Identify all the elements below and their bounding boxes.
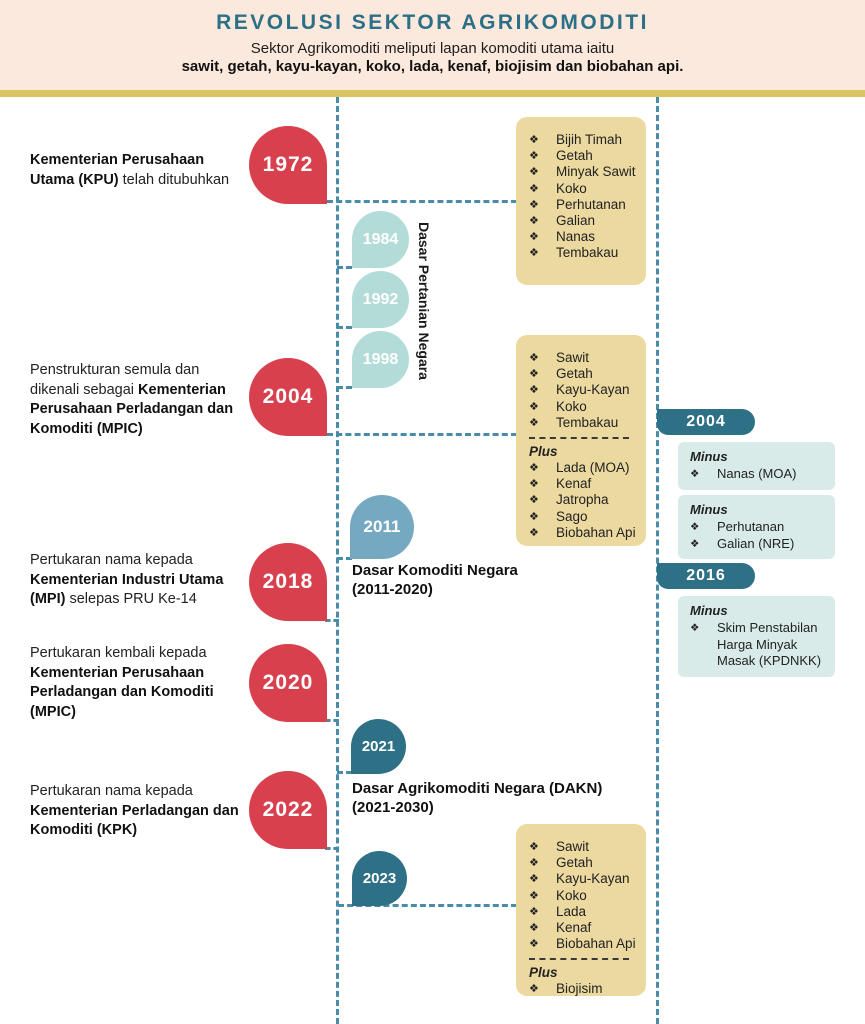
diamond-bullet-icon: ❖	[529, 873, 539, 886]
milestone-desc-1972	[30, 151, 246, 190]
minus-box-perhutanan-galian	[678, 495, 835, 559]
milestone-desc-2018	[30, 551, 246, 610]
policy-label-dasar-komoditi	[352, 561, 518, 599]
diamond-bullet-icon: ❖	[529, 198, 539, 211]
list-item	[529, 382, 642, 398]
minus-label: Minus	[690, 603, 728, 618]
policy-line1: Dasar Agrikomoditi Negara (DAKN)	[352, 780, 603, 797]
commodity-label: Koko	[556, 887, 587, 903]
commodity-label: Kayu-Kayan	[556, 871, 630, 887]
desc-normal: Pertukaran kembali kepada	[30, 645, 207, 661]
year-pill-2016: 2016	[657, 563, 755, 589]
commodity-box-2023	[516, 824, 646, 996]
diamond-bullet-icon: ❖	[529, 478, 539, 491]
list-item	[529, 399, 642, 415]
list-item	[529, 525, 642, 541]
commodity-label: Tembakau	[556, 414, 619, 430]
diamond-bullet-icon: ❖	[529, 526, 539, 539]
list-item	[529, 132, 642, 148]
diamond-bullet-icon: ❖	[529, 134, 539, 146]
year-bubble-1992: 1992	[352, 271, 409, 328]
commodity-box-2004	[516, 335, 646, 546]
diamond-bullet-icon: ❖	[529, 905, 539, 918]
diamond-bullet-icon: ❖	[529, 416, 539, 429]
desc-bold: Kementerian Perladangan dan Komoditi (KPK)	[30, 802, 239, 838]
list-item	[690, 466, 829, 483]
list-item	[529, 936, 642, 952]
connector-2022-hook	[325, 847, 339, 850]
desc-normal: Pertukaran nama kepada	[30, 552, 193, 568]
commodity-label: Sawit	[556, 839, 590, 854]
commodity-label: Koko	[556, 180, 587, 196]
commodity-label: Nanas	[556, 229, 596, 245]
commodity-label: Biobahan Api	[556, 524, 636, 540]
minus-label: Minus	[690, 502, 728, 517]
list-item	[529, 181, 642, 197]
commodity-label: Tembakau	[556, 245, 619, 261]
header-banner	[0, 0, 865, 90]
desc-bold: Kementerian Perusahaan Utama (KPU)	[30, 152, 205, 188]
plus-label: Plus	[529, 965, 558, 981]
commodity-label: Jatropha	[556, 492, 609, 508]
commodity-label: Sago	[556, 508, 588, 524]
commodity-label: Kenaf	[556, 920, 592, 936]
policy-line2: (2021-2030)	[352, 799, 434, 816]
minus-item-label: Nanas (MOA)	[717, 466, 797, 481]
connector-1992-hook	[337, 326, 352, 329]
commodity-label: Lada (MOA)	[556, 460, 630, 476]
dashed-separator	[529, 437, 629, 439]
minus-box-skim-penstabilan	[678, 596, 835, 677]
desc-bold: Kementerian Industri Utama (MPI)	[30, 571, 224, 607]
year-bubble-2020: 2020	[249, 644, 327, 722]
list-item	[690, 519, 829, 536]
list-item	[529, 366, 642, 382]
connector-2021-hook	[337, 771, 352, 774]
policy-label-dasar-pertanian: Dasar Pertanian Negara	[416, 222, 432, 380]
diamond-bullet-icon: ❖	[529, 462, 539, 475]
commodity-label: Lada	[556, 903, 587, 919]
diamond-bullet-icon: ❖	[529, 938, 539, 951]
list-item	[529, 213, 642, 229]
diamond-bullet-icon: ❖	[529, 247, 539, 260]
diamond-bullet-icon: ❖	[690, 468, 700, 480]
desc-normal: Penstrukturan semula dan dikenali sebagai	[30, 362, 200, 398]
milestone-desc-2020	[30, 644, 246, 722]
commodity-label: Kayu-Kayan	[556, 382, 630, 398]
year-bubble-2022: 2022	[249, 771, 327, 849]
diamond-bullet-icon: ❖	[690, 521, 700, 533]
commodity-label: Minyak Sawit	[556, 164, 636, 180]
year-bubble-2023: 2023	[352, 851, 407, 906]
list-item	[529, 888, 642, 904]
connector-2018-hook	[325, 619, 339, 622]
year-bubble-1998: 1998	[352, 331, 409, 388]
commodity-label: Koko	[556, 398, 587, 414]
minus-item-label: Perhutanan	[717, 519, 785, 534]
dashed-separator	[529, 958, 629, 960]
diamond-bullet-icon: ❖	[529, 983, 539, 996]
year-pill-2004: 2004	[657, 409, 755, 435]
diamond-bullet-icon: ❖	[529, 215, 539, 228]
connector-1972-to-box	[327, 200, 517, 203]
commodity-box-1972	[516, 117, 646, 285]
commodity-label: Kenaf	[556, 476, 592, 492]
list-item	[529, 164, 642, 180]
commodity-label: Galian	[556, 213, 596, 229]
list-item	[529, 920, 642, 936]
desc-bold: Kementerian Perusahaan Perladangan dan Komoditi (MPIC)	[30, 664, 214, 720]
list-item	[529, 415, 642, 431]
commodity-label: Biojisim	[556, 981, 603, 997]
commodity-label: Sawit	[556, 350, 590, 365]
plus-label: Plus	[529, 444, 558, 460]
list-item	[529, 871, 642, 887]
commodity-label: Getah	[556, 148, 593, 164]
diamond-bullet-icon: ❖	[529, 841, 539, 853]
list-item	[529, 855, 642, 871]
policy-label-dasar-agrikomoditi	[352, 779, 602, 817]
page-title: REVOLUSI SEKTOR AGRIKOMODITI	[216, 11, 649, 34]
list-item	[529, 197, 642, 213]
policy-line1: Dasar Komoditi Negara	[352, 562, 518, 579]
list-item	[529, 460, 642, 476]
list-item	[529, 350, 642, 366]
commodity-label: Getah	[556, 855, 593, 871]
diamond-bullet-icon: ❖	[529, 231, 539, 244]
subtitle-line2: sawit, getah, kayu-kayan, koko, lada, kenaf, biojisim dan biobahan api.	[181, 58, 684, 75]
desc-normal: telah ditubuhkan	[118, 171, 230, 188]
minus-item-label: Galian (NRE)	[717, 535, 795, 551]
year-bubble-1972: 1972	[249, 126, 327, 204]
diamond-bullet-icon: ❖	[529, 150, 539, 163]
connector-1984-hook	[337, 266, 352, 269]
connector-2004-to-box	[327, 433, 517, 436]
minus-box-nanas	[678, 442, 835, 490]
year-bubble-2011: 2011	[350, 495, 414, 559]
list-item	[529, 148, 642, 164]
year-bubble-2021: 2021	[351, 719, 406, 774]
list-item	[690, 620, 829, 670]
milestone-desc-2004	[30, 361, 246, 439]
diamond-bullet-icon: ❖	[529, 510, 539, 523]
connector-1998-hook	[337, 386, 352, 389]
list-item	[529, 245, 642, 261]
diamond-bullet-icon: ❖	[529, 400, 539, 413]
year-bubble-1984: 1984	[352, 211, 409, 268]
diamond-bullet-icon: ❖	[690, 537, 700, 550]
commodity-label: Biobahan Api	[556, 936, 636, 952]
list-item	[529, 492, 642, 508]
list-item	[529, 509, 642, 525]
diamond-bullet-icon: ❖	[529, 166, 539, 179]
desc-normal: Pertukaran nama kepada	[30, 783, 193, 799]
list-item	[529, 904, 642, 920]
minus-item-label: Skim Penstabilan Harga Minyak Masak (KPDNKK)	[717, 620, 822, 668]
timeline-axis-left	[336, 97, 339, 1024]
list-item	[529, 229, 642, 245]
diamond-bullet-icon: ❖	[529, 922, 539, 935]
desc-normal: selepas PRU Ke-14	[65, 591, 197, 607]
policy-line2: (2011-2020)	[352, 581, 433, 598]
minus-label: Minus	[690, 449, 728, 464]
list-item	[529, 839, 642, 855]
diamond-bullet-icon: ❖	[690, 622, 700, 634]
connector-2020-hook	[325, 719, 339, 722]
diamond-bullet-icon: ❖	[529, 857, 539, 870]
diamond-bullet-icon: ❖	[529, 368, 539, 381]
diamond-bullet-icon: ❖	[529, 384, 539, 397]
subtitle-line1: Sektor Agrikomoditi meliputi lapan komoditi utama iaitu	[250, 40, 615, 57]
milestone-desc-2022	[30, 782, 246, 841]
diamond-bullet-icon: ❖	[529, 182, 539, 195]
list-item	[690, 536, 829, 553]
commodity-label: Bijih Timah	[556, 132, 623, 147]
diamond-bullet-icon: ❖	[529, 889, 539, 902]
diamond-bullet-icon: ❖	[529, 494, 539, 507]
list-item	[529, 476, 642, 492]
year-bubble-2018: 2018	[249, 543, 327, 621]
commodity-label: Getah	[556, 366, 593, 382]
diamond-bullet-icon: ❖	[529, 352, 539, 364]
list-item	[529, 981, 642, 997]
year-bubble-2004: 2004	[249, 358, 327, 436]
desc-bold: Kementerian Perusahaan Perladangan dan Komoditi (MPIC)	[30, 381, 234, 437]
commodity-label: Perhutanan	[556, 196, 626, 212]
timeline-axis-right	[656, 97, 659, 1024]
gold-divider-bar	[0, 90, 865, 97]
